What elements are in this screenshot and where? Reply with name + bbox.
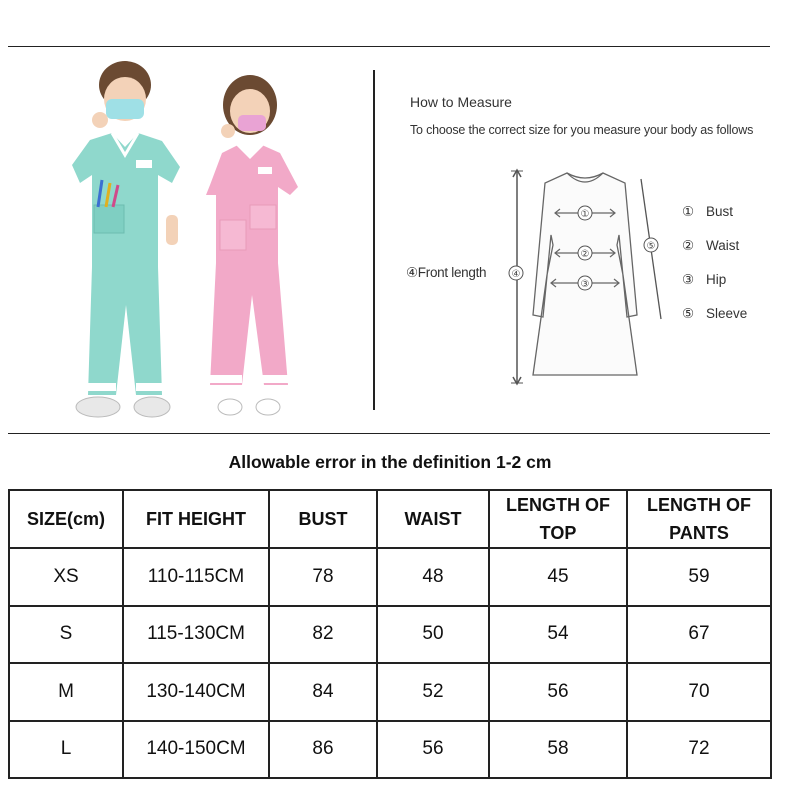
cell-length-of-pants: 59 [627,548,771,606]
table-row [9,606,771,664]
cell-fit-height: 110-115CM [123,548,269,606]
section-divider [373,70,375,410]
header-bust: BUST [269,490,377,548]
cell-size: M [9,663,123,721]
legend-sleeve: ⑤ Sleeve [682,306,748,321]
diagram-marker-1: ① [580,209,590,220]
header-length-of-top: LENGTH OF TOP [489,490,627,548]
measure-subtitle: To choose the correct size for you measure your body as follows [410,123,754,137]
diagram-marker-2: ② [580,249,590,260]
cell-bust: 84 [269,663,377,721]
cell-fit-height: 130-140CM [123,663,269,721]
cell-length-of-top: 54 [489,606,627,664]
cell-length-of-pants: 72 [627,721,771,779]
legend-bust: ① Bust [682,204,734,219]
cell-size: L [9,721,123,779]
header-size: SIZE(cm) [9,490,123,548]
cell-fit-height: 115-130CM [123,606,269,664]
cell-waist: 56 [377,721,489,779]
measure-guide [380,60,780,430]
cell-waist: 48 [377,548,489,606]
table-row [9,721,771,779]
product-photo [50,55,340,425]
cell-length-of-top: 56 [489,663,627,721]
cell-bust: 82 [269,606,377,664]
cell-length-of-top: 45 [489,548,627,606]
top-divider [8,46,770,47]
tolerance-heading: Allowable error in the definition 1-2 cm [228,452,552,472]
legend-hip: ③ Hip [682,272,727,287]
legend-waist: ② Waist [682,238,740,253]
measure-legend [682,202,747,338]
table-header-row [9,490,771,548]
cell-fit-height: 140-150CM [123,721,269,779]
header-waist: WAIST [377,490,489,548]
middle-divider [8,433,770,434]
front-length-label: ④Front length [406,265,487,280]
cell-length-of-top: 58 [489,721,627,779]
header-length-of-pants: LENGTH OF PANTS [627,490,771,548]
cell-bust: 86 [269,721,377,779]
table-row [9,548,771,606]
diagram-marker-3: ③ [580,279,590,290]
boy-figure [72,61,180,417]
diagram-marker-5: ⑤ [646,241,656,252]
cell-waist: 50 [377,606,489,664]
cell-length-of-pants: 70 [627,663,771,721]
girl-figure [206,75,298,415]
size-chart-table [8,489,772,779]
table-row [9,663,771,721]
cell-waist: 52 [377,663,489,721]
garment-diagram [505,165,665,390]
diagram-marker-4: ④ [511,269,521,280]
cell-size: XS [9,548,123,606]
measure-title: How to Measure [410,94,512,110]
cell-size: S [9,606,123,664]
cell-length-of-pants: 67 [627,606,771,664]
header-fit-height: FIT HEIGHT [123,490,269,548]
cell-bust: 78 [269,548,377,606]
